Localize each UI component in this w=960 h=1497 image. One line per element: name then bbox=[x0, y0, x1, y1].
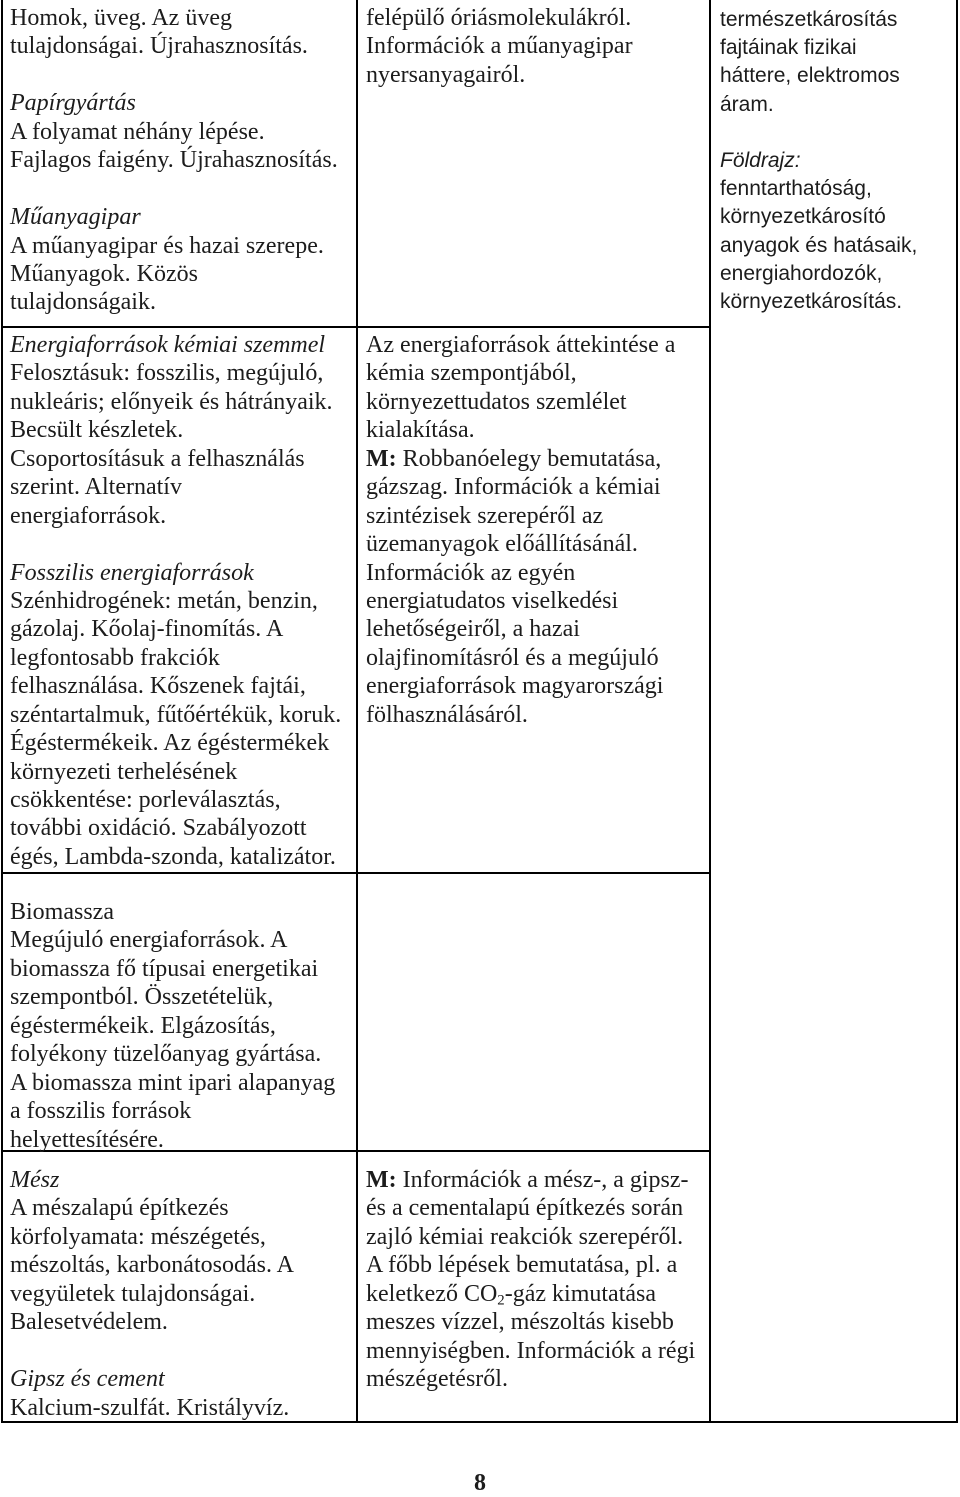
formula-text-before: keletkező CO bbox=[366, 1280, 498, 1307]
text-line: további oxidáció. Szabályozott bbox=[10, 815, 307, 842]
text-line: Információk az egyén bbox=[366, 559, 576, 586]
text-line: környezetkárosítás. bbox=[720, 289, 903, 313]
text-line: A főbb lépések bemutatása, pl. a bbox=[366, 1252, 678, 1279]
connections-cell bbox=[720, 6, 952, 316]
text-line: kialakítása. bbox=[366, 417, 475, 444]
formula-subscript: 2 bbox=[497, 1292, 505, 1309]
table-border-right bbox=[956, 0, 958, 1423]
activities-cell-row-1 bbox=[366, 4, 704, 89]
text-line: körfolyamata: mészégetés, bbox=[10, 1223, 266, 1250]
text-line: nyersanyagairól. bbox=[366, 61, 526, 88]
text-line: Csoportosításuk a felhasználás bbox=[10, 445, 305, 472]
demo-label: M: bbox=[366, 445, 397, 472]
text-line: folyékony tüzelőanyag gyártása. bbox=[10, 1041, 322, 1068]
table-border-left bbox=[1, 0, 3, 1423]
demo-text: Információk a mész-, a gipsz- bbox=[402, 1167, 689, 1193]
subject-heading: Földrajz: bbox=[720, 148, 801, 172]
text-line: nukleáris; előnyeik és hátrányaik. bbox=[10, 388, 333, 415]
text-line: legfontosabb frakciók bbox=[10, 644, 220, 671]
text-line: mészoltás, karbonátosodás. A bbox=[10, 1252, 294, 1279]
demo-text: Robbanóelegy bemutatása, bbox=[402, 445, 662, 472]
text-line: kémia szempontjából, bbox=[366, 360, 577, 387]
text-line: A műanyagipar és hazai szerepe. bbox=[10, 232, 324, 259]
text-line: zajló kémiai reakciók szerepéről. bbox=[366, 1223, 684, 1250]
text-line: Kalcium-szulfát. Kristályvíz. bbox=[10, 1394, 290, 1421]
table-row-divider bbox=[1, 326, 711, 328]
text-line: gázszag. Információk a kémiai bbox=[366, 474, 661, 501]
section-heading: Energiaforrások kémiai szemmel bbox=[10, 332, 326, 358]
text-line: a fosszilis források bbox=[10, 1098, 192, 1125]
text-line: felépülő óriásmolekulákról. bbox=[366, 5, 632, 31]
text-line: széntartalmuk, fűtőértékük, koruk. bbox=[10, 701, 342, 728]
demo-line bbox=[366, 1166, 704, 1194]
table-border-col1-col2 bbox=[356, 0, 358, 1423]
text-line: energiaforrások. bbox=[10, 502, 167, 529]
text-line: Fajlagos faigény. Újrahasznosítás. bbox=[10, 147, 338, 174]
text-line: anyagok és hatásaik, bbox=[720, 233, 918, 257]
text-line: felhasználása. Kőszenek fajtái, bbox=[10, 673, 306, 700]
text-line: Felosztásuk: fosszilis, megújuló, bbox=[10, 360, 324, 387]
text-line: égés, Lambda-szonda, katalizátor. bbox=[10, 843, 336, 870]
section-heading: Fosszilis energiaforrások bbox=[10, 559, 254, 586]
text-line: környezeti terhelésének bbox=[10, 758, 238, 785]
text-line: áram. bbox=[720, 92, 774, 116]
section-heading: Műanyagipar bbox=[10, 204, 141, 231]
text-line: Megújuló energiaforrások. A bbox=[10, 927, 288, 954]
section-heading: Papírgyártás bbox=[10, 90, 136, 117]
activities-cell-row-2 bbox=[366, 331, 704, 729]
text-line: égéstermékeik. Elgázosítás, bbox=[10, 1012, 276, 1039]
text-line: fenntarthatóság, bbox=[720, 177, 872, 201]
text-line: meszes vízzel, mészoltás kisebb bbox=[366, 1309, 674, 1336]
text-line: Szénhidrogének: metán, benzin, bbox=[10, 587, 318, 614]
text-line: helyettesítésére. bbox=[10, 1126, 164, 1153]
section-heading: Mész bbox=[10, 1167, 60, 1193]
text-line: Balesetvédelem. bbox=[10, 1309, 168, 1336]
text-line: A folyamat néhány lépése. bbox=[10, 118, 265, 145]
text-line: tulajdonságaik. bbox=[10, 289, 156, 316]
text-line: Az energiaforrások áttekintése a bbox=[366, 332, 676, 358]
text-line: Homok, üveg. Az üveg bbox=[10, 5, 232, 31]
text-line: gázolaj. Kőolaj-finomítás. A bbox=[10, 616, 284, 643]
formula-text-after: -gáz kimutatása bbox=[504, 1280, 656, 1307]
text-line: üzemanyagok előállításánál. bbox=[366, 531, 638, 558]
formula-line bbox=[366, 1280, 704, 1308]
text-line: tulajdonságai. Újrahasznosítás. bbox=[10, 33, 308, 60]
text-line: környezettudatos szemlélet bbox=[366, 388, 627, 415]
text-line: vegyületek tulajdonságai. bbox=[10, 1280, 256, 1307]
text-line: energiahordozók, bbox=[720, 261, 883, 285]
text-line: háttere, elektromos bbox=[720, 64, 900, 88]
topic-cell-row-4 bbox=[10, 1166, 350, 1422]
text-line: szerint. Alternatív bbox=[10, 474, 182, 501]
section-heading: Biomassza bbox=[10, 899, 114, 925]
text-line: fölhasználásáról. bbox=[366, 701, 528, 728]
text-line: mészégetésről. bbox=[366, 1366, 508, 1393]
text-line: mennyiségben. Információk a régi bbox=[366, 1337, 696, 1364]
topic-cell-row-3 bbox=[10, 898, 350, 1154]
text-line: szintézisek szerepéről az bbox=[366, 502, 604, 529]
text-line: Információk a műanyagipar bbox=[366, 33, 633, 60]
text-line: A biomassza mint ipari alapanyag bbox=[10, 1069, 336, 1096]
text-line: energiaforrások magyarországi bbox=[366, 673, 664, 700]
text-line: Műanyagok. Közös bbox=[10, 260, 198, 287]
topic-cell-row-1 bbox=[10, 4, 350, 317]
activities-cell-row-4 bbox=[366, 1166, 704, 1394]
text-line: lehetőségeiről, a hazai bbox=[366, 616, 580, 643]
demo-line bbox=[366, 445, 704, 473]
text-line: környezetkárosító bbox=[720, 205, 886, 229]
text-line: biomassza fő típusai energetikai bbox=[10, 955, 319, 982]
section-heading: Gipsz és cement bbox=[10, 1366, 165, 1393]
text-line: energiatudatos viselkedési bbox=[366, 587, 619, 614]
text-line: csökkentése: porleválasztás, bbox=[10, 787, 281, 813]
table-row-divider bbox=[1, 872, 711, 874]
text-line: fajtáinak fizikai bbox=[720, 36, 857, 60]
text-line: A mészalapú építkezés bbox=[10, 1195, 229, 1222]
table-border-col2-col3 bbox=[709, 0, 711, 1423]
text-line: olajfinomításról és a megújuló bbox=[366, 644, 659, 671]
topic-cell-row-2 bbox=[10, 331, 350, 871]
demo-label: M: bbox=[366, 1167, 397, 1193]
text-line: Égéstermékeik. Az égéstermékek bbox=[10, 730, 330, 757]
text-line: szempontból. Összetételük, bbox=[10, 984, 274, 1011]
page-number: 8 bbox=[474, 1470, 486, 1496]
text-line: Becsült készletek. bbox=[10, 417, 184, 444]
text-line: és a cementalapú építkezés során bbox=[366, 1195, 684, 1222]
text-line: természetkárosítás bbox=[720, 8, 898, 31]
